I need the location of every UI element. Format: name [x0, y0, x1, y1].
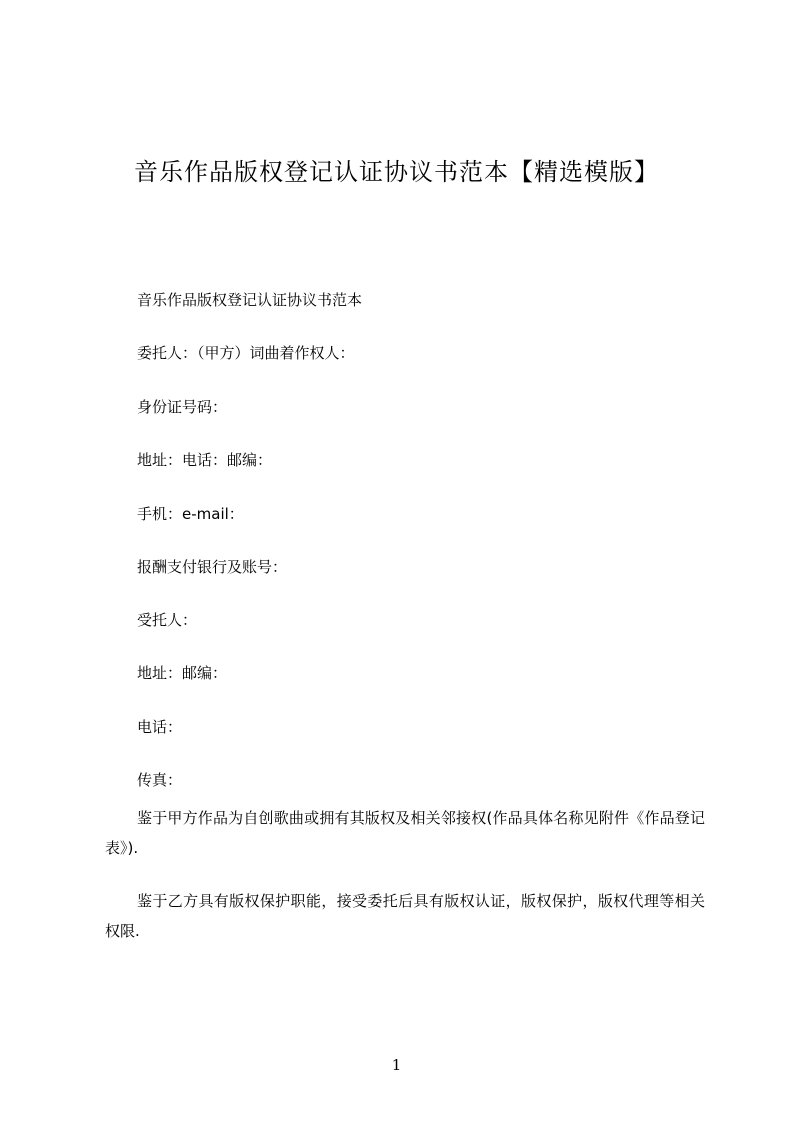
subtitle-line: 音乐作品版权登记认证协议书范本: [137, 291, 363, 309]
trustee-line: 受托人：: [137, 611, 198, 629]
paragraph-party-a: 鉴于甲方作品为自创歌曲或拥有其版权及相关邻接权(作品具体名称见附件《作品登记表》).: [105, 809, 705, 857]
bank-account-line: 报酬支付银行及账号：: [137, 558, 288, 576]
trustee-fax-line: 传真：: [137, 771, 183, 789]
mobile-email-line: 手机：e-mail：: [137, 505, 244, 523]
id-number-line: 身份证号码：: [137, 398, 228, 416]
address-phone-zip-line: 地址：电话：邮编：: [137, 451, 273, 469]
client-line: 委托人：（甲方）词曲着作权人：: [137, 344, 355, 362]
paragraph-party-b: 鉴于乙方具有版权保护职能，接受委托后具有版权认证，版权保护，版权代理等相关权限.: [105, 892, 705, 940]
trustee-phone-line: 电话：: [137, 718, 183, 736]
page-number: 1: [391, 1056, 402, 1074]
page-title: 音乐作品版权登记认证协议书范本【精选模版】: [134, 158, 659, 187]
trustee-address-line: 地址：邮编：: [137, 664, 228, 682]
